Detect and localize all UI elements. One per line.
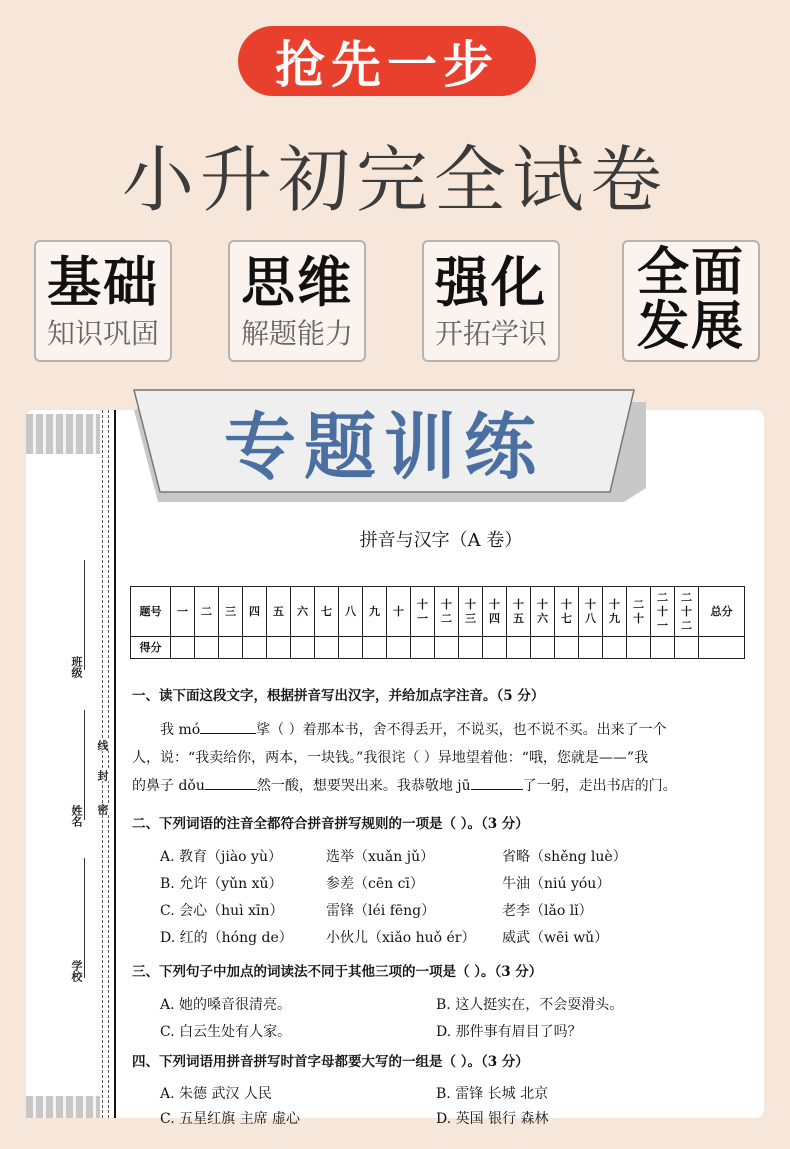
score-cell[interactable]	[507, 637, 531, 659]
binding-stripe-bottom	[26, 1096, 100, 1118]
score-cell[interactable]	[411, 637, 435, 659]
score-cell[interactable]	[315, 637, 339, 659]
exam-content	[104, 510, 764, 1127]
score-col: 六	[291, 587, 315, 637]
feature-subtitle: 解题能力	[240, 317, 353, 350]
q4-option-a[interactable]: A. 朱德 武汉 人民	[160, 1086, 272, 1102]
feature-basics	[34, 240, 172, 362]
question-1-line-3	[132, 776, 677, 796]
feature-title-line1: 全面	[636, 243, 745, 303]
score-col: 七	[315, 587, 339, 637]
score-cell[interactable]	[483, 637, 507, 659]
score-cell[interactable]	[243, 637, 267, 659]
q2-option-b-3: 牛油（niú yóu）	[502, 876, 611, 892]
feature-subtitle: 知识巩固	[46, 317, 159, 350]
answer-blank[interactable]	[200, 720, 256, 734]
answer-blank[interactable]	[205, 776, 257, 790]
feature-subtitle: 开拓学识	[434, 317, 547, 350]
score-table	[130, 586, 745, 659]
score-col: 十	[387, 587, 411, 637]
score-col: 十 二	[435, 587, 459, 637]
score-col: 二	[195, 587, 219, 637]
score-col: 九	[363, 587, 387, 637]
feature-title: 基础	[47, 251, 159, 314]
score-col: 十 一	[411, 587, 435, 637]
score-cell[interactable]	[627, 637, 651, 659]
score-header: 题号	[131, 587, 171, 637]
question-1-heading: 一、读下面这段文字，根据拼音写出汉字，并给加点字注音。（5 分）	[132, 688, 545, 704]
promo-pill: 抢先一步	[238, 26, 536, 96]
score-col: 十 九	[603, 587, 627, 637]
score-cell[interactable]	[435, 637, 459, 659]
score-cell[interactable]	[579, 637, 603, 659]
score-col: 十 三	[459, 587, 483, 637]
q2-option-a-1[interactable]: A. 教育（jiào yù）	[160, 849, 282, 865]
score-col: 二 十 二	[675, 587, 699, 637]
score-cell[interactable]	[291, 637, 315, 659]
name-underline	[84, 710, 85, 820]
question-1-line-2: 人，说：“我卖给你，两本，一块钱。”我很诧（ ）异地望着他：“哦，您就是——”我	[132, 750, 649, 766]
score-col: 十 六	[531, 587, 555, 637]
q3-option-c[interactable]: C. 白云生处有人家。	[160, 1024, 292, 1040]
score-cell[interactable]	[675, 637, 699, 659]
score-col: 五	[267, 587, 291, 637]
q2-option-a-3: 省略（shěng luè）	[502, 849, 627, 865]
score-col: 三	[219, 587, 243, 637]
class-label: 班级	[70, 656, 83, 678]
feature-development	[622, 240, 760, 362]
q3-option-b[interactable]: B. 这人挺实在，不会耍滑头。	[436, 997, 624, 1013]
score-cell[interactable]	[171, 637, 195, 659]
feature-title-line2: 发展	[636, 297, 745, 357]
question-4-heading: 四、下列词语用拼音拼写时首字母都要大写的一组是（ ）。（3 分）	[132, 1054, 529, 1070]
q4-option-d[interactable]: D. 英国 银行 森林	[436, 1111, 549, 1127]
score-total: 总分	[699, 587, 745, 637]
score-cell[interactable]	[339, 637, 363, 659]
score-cell[interactable]	[459, 637, 483, 659]
score-col: 二 十	[627, 587, 651, 637]
q1-text: 我 mó	[160, 722, 201, 738]
q1-text: 了一躬，走出书店的门。	[522, 778, 677, 794]
answer-blank[interactable]	[471, 776, 523, 790]
q1-text: 的鼻子 dǒu	[132, 778, 205, 794]
score-col: 二 十 一	[651, 587, 675, 637]
score-cell[interactable]	[651, 637, 675, 659]
score-cell[interactable]	[195, 637, 219, 659]
feature-title: 强化	[435, 251, 547, 314]
q4-option-b[interactable]: B. 雷锋 长城 北京	[436, 1086, 549, 1102]
score-row-label: 得分	[131, 637, 171, 659]
seal-xian: 密	[96, 804, 109, 815]
q2-option-d-3: 威武（wēi wǔ）	[502, 930, 609, 946]
main-title: 小升初完全试卷	[121, 138, 668, 222]
q3-option-d[interactable]: D. 那件事有眉目了吗？	[436, 1024, 582, 1040]
q2-option-b-1[interactable]: B. 允许（yǔn xǔ）	[160, 876, 283, 892]
score-col: 十 五	[507, 587, 531, 637]
feature-thinking	[228, 240, 366, 362]
score-cell[interactable]	[531, 637, 555, 659]
seal-feng: 封	[96, 770, 109, 781]
score-col: 八	[339, 587, 363, 637]
binding-stripe-top	[26, 414, 100, 454]
q2-option-b-2: 参差（cēn cī）	[326, 876, 424, 892]
question-3-heading: 三、下列句子中加点的词读法不同于其他三项的一项是（ ）。（3 分）	[132, 964, 543, 980]
score-col: 四	[243, 587, 267, 637]
q1-text: 然一酸，想要哭出来。我恭敬地 jū	[256, 778, 471, 794]
score-cell[interactable]	[267, 637, 291, 659]
score-col: 一	[171, 587, 195, 637]
q2-option-c-2: 雷锋（léi fēng）	[326, 903, 436, 919]
score-cell[interactable]	[603, 637, 627, 659]
score-col: 十 四	[483, 587, 507, 637]
score-cell[interactable]	[555, 637, 579, 659]
paper-title: 拼音与汉字（A 卷）	[359, 530, 523, 551]
topic-banner	[134, 390, 648, 502]
score-col: 十 八	[579, 587, 603, 637]
q3-option-a[interactable]: A. 她的嗓音很清亮。	[160, 997, 292, 1013]
q1-text: 挲（ ）着那本书，舍不得丢开，不说买，也不说不买。出来了一个	[256, 722, 667, 738]
class-underline	[84, 560, 85, 670]
score-cell[interactable]	[363, 637, 387, 659]
q2-option-d-1[interactable]: D. 红的（hóng de）	[160, 930, 293, 946]
q2-option-d-2: 小伙儿（xiǎo huǒ ér）	[326, 930, 476, 946]
q2-option-c-3: 老李（lǎo lǐ）	[502, 903, 593, 919]
dashed-line	[102, 410, 103, 1118]
feature-title: 思维	[241, 251, 353, 314]
q4-option-c[interactable]: C. 五星红旗 主席 虚心	[160, 1111, 301, 1127]
score-cell[interactable]	[387, 637, 411, 659]
seal-mi: 线	[96, 740, 109, 751]
banner-text: 专题训练	[223, 405, 544, 489]
question-2-heading: 二、下列词语的注音全都符合拼音拼写规则的一项是（ ）。（3 分）	[132, 816, 529, 832]
score-col: 十 七	[555, 587, 579, 637]
q2-option-c-1[interactable]: C. 会心（huì xīn）	[160, 903, 284, 919]
school-underline	[84, 858, 85, 978]
name-label: 姓名	[70, 805, 83, 827]
score-total-cell[interactable]	[699, 637, 745, 659]
question-1-line-1	[160, 720, 667, 740]
score-cell[interactable]	[219, 637, 243, 659]
school-label: 学校	[70, 960, 83, 982]
q2-option-a-2: 选举（xuǎn jǔ）	[326, 849, 435, 865]
feature-strengthen	[422, 240, 560, 362]
